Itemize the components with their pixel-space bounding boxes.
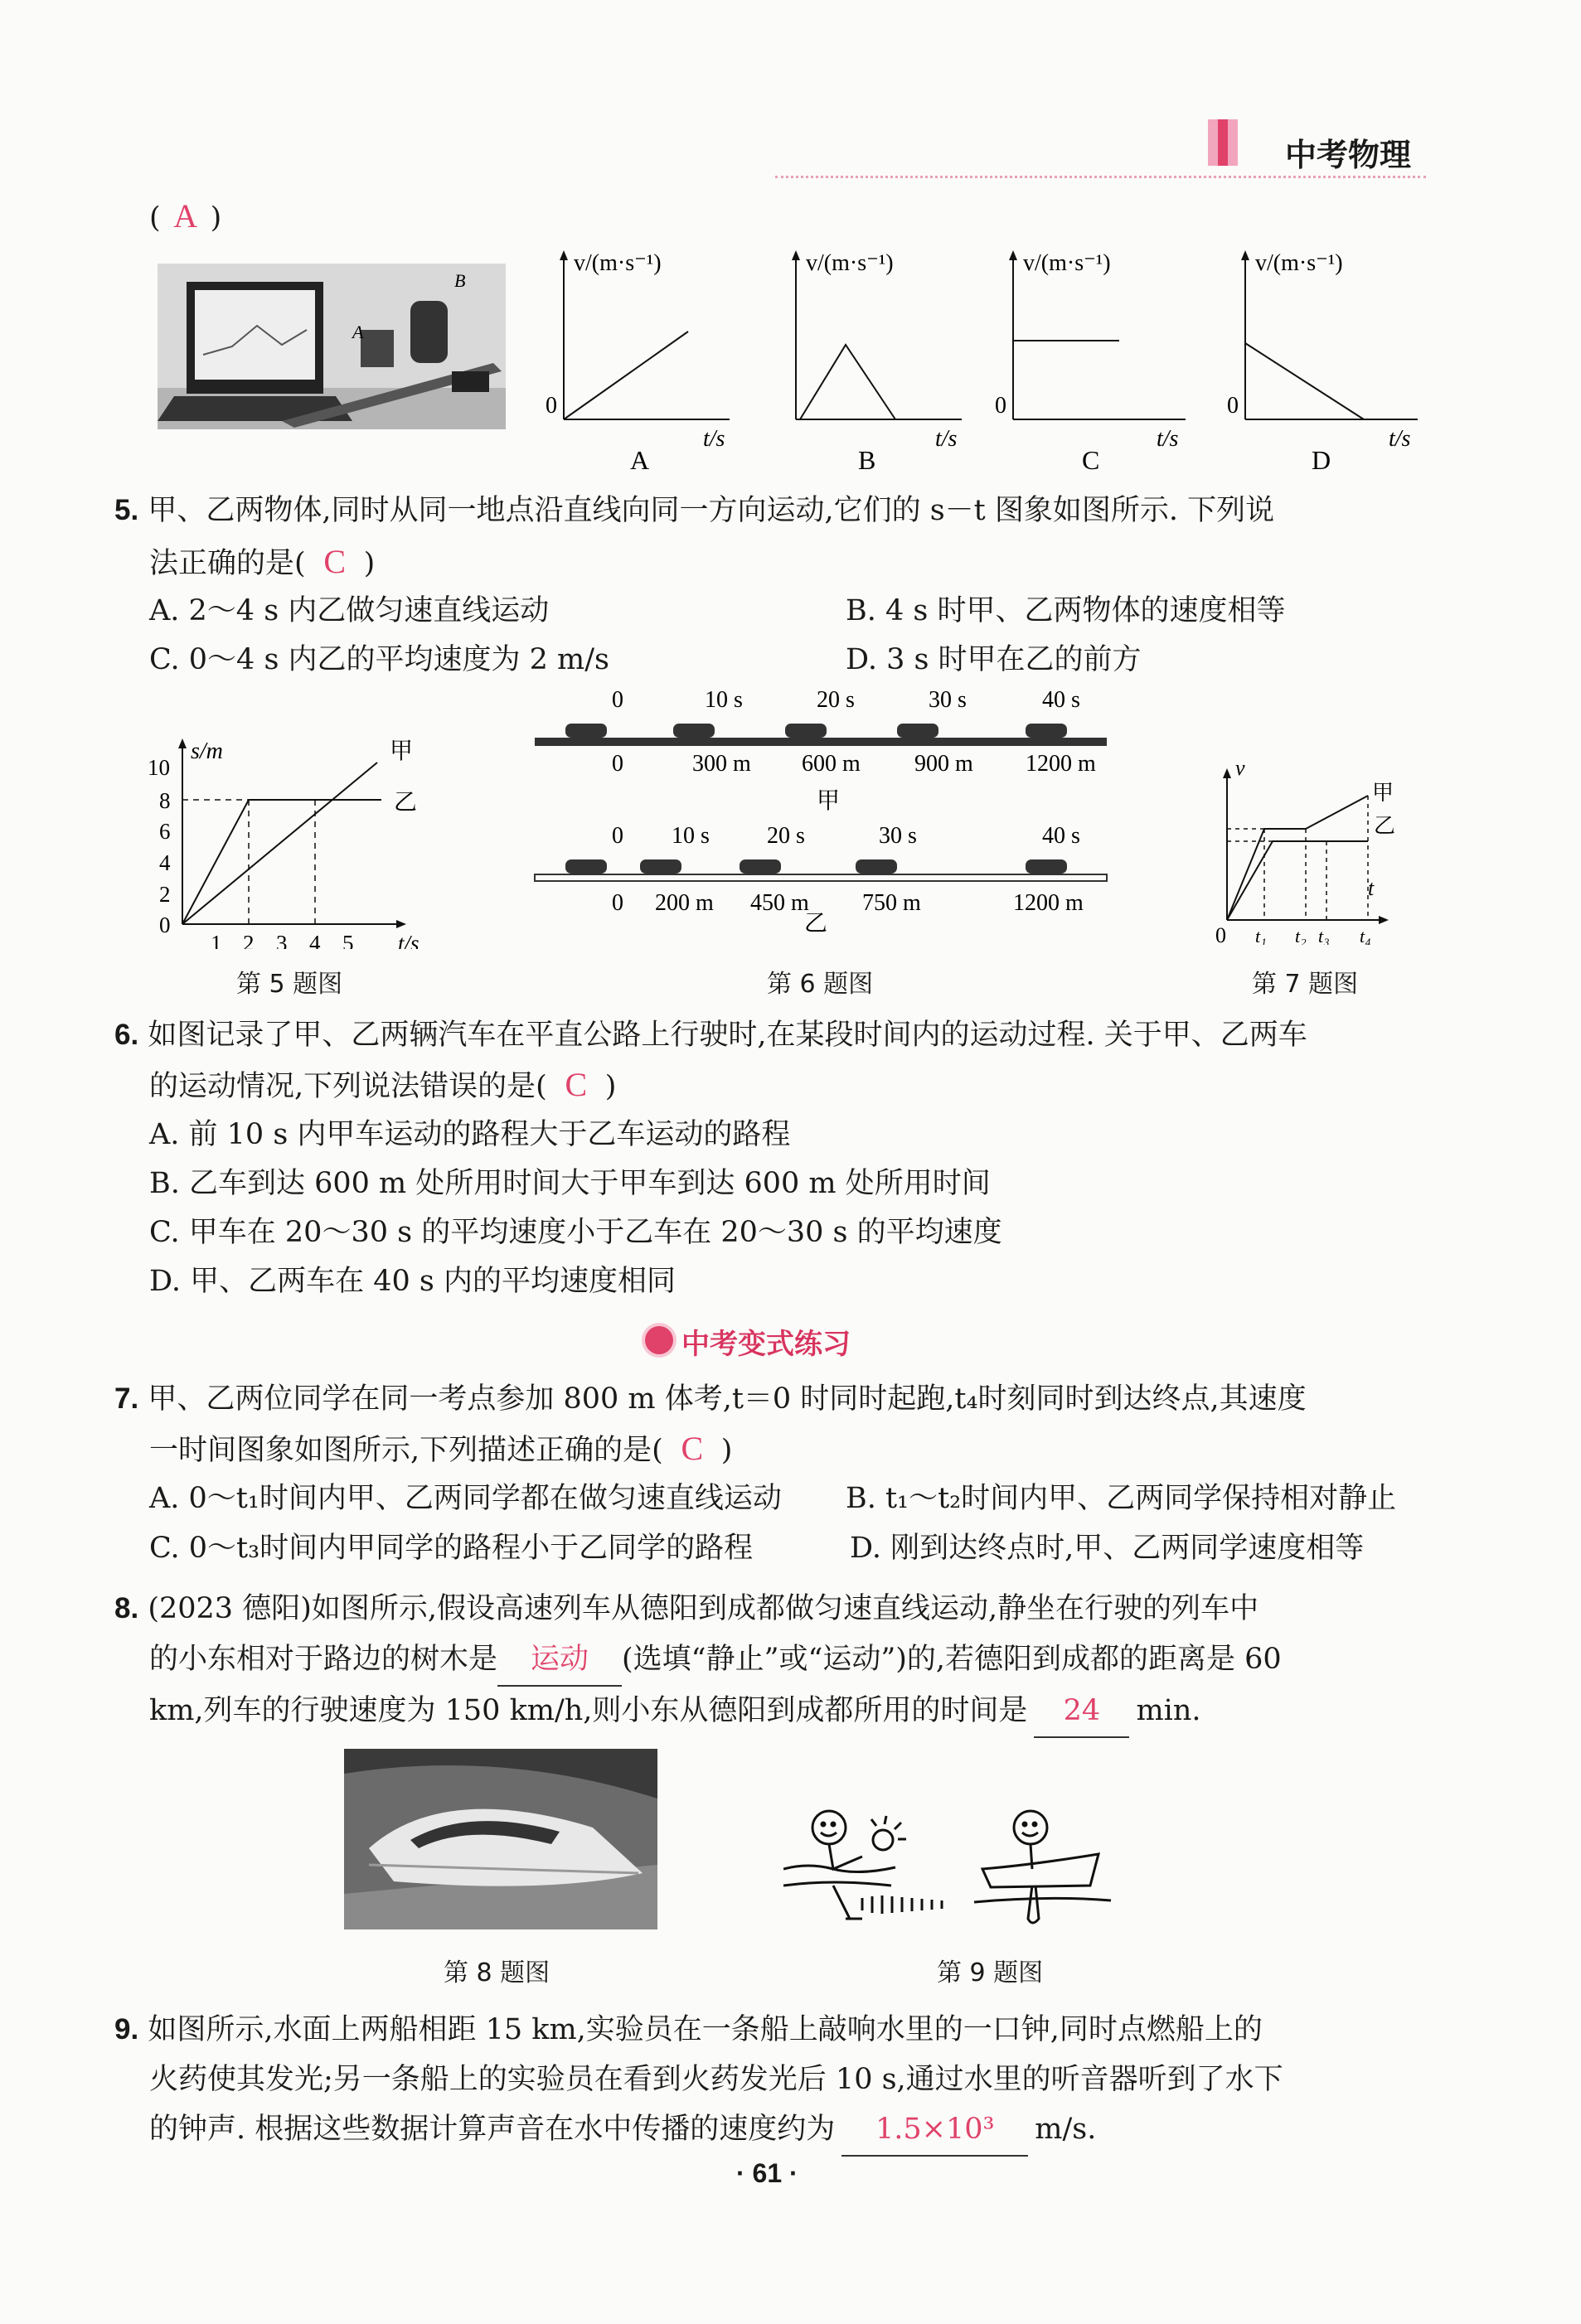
fig5-caption: 第 5 题图 (236, 970, 343, 999)
svg-text:30 s: 30 s (929, 687, 967, 713)
axis-label-t: t/s (703, 426, 725, 452)
fig9-caption: 第 9 题图 (937, 1958, 1044, 1988)
boats-sound-diagram (783, 1803, 1115, 1943)
svg-text:10: 10 (148, 755, 170, 780)
q8-line2: 的小东相对于路边的树木是 运动 (选填“静止”或“运动”)的,若德阳到成都的距离是 60 (149, 1634, 1282, 1687)
q5-option-a: A. 2～4 s 内乙做匀速直线运动 (149, 594, 550, 627)
q6-option-b: B. 乙车到达 600 m 处所用时间大于甲车到达 600 m 处所用时间 (149, 1167, 991, 1200)
svg-text:B: B (858, 445, 876, 471)
svg-text:D: D (1312, 445, 1331, 471)
svg-text:20 s: 20 s (767, 823, 805, 849)
svg-text:8: 8 (159, 788, 171, 813)
svg-text:甲: 甲 (390, 738, 414, 764)
page-number: · 61 · (736, 2158, 798, 2188)
q4-graph-b (763, 247, 970, 474)
svg-text:0: 0 (612, 890, 623, 916)
q4-graph-c (987, 247, 1194, 474)
fig6-caption: 第 6 题图 (767, 970, 874, 999)
q9-line1: 9. 如图所示,水面上两船相距 15 km,实验员在一条船上敲响水里的一口钟,同时点燃船上的 (114, 2013, 1263, 2046)
q4-answer-line: ( A ) (149, 191, 221, 244)
svg-text:5: 5 (342, 931, 354, 949)
q6-option-d: D. 甲、乙两车在 40 s 内的平均速度相同 (149, 1265, 676, 1298)
svg-text:0: 0 (612, 823, 623, 849)
svg-text:300 m: 300 m (692, 751, 751, 777)
q5-option-b: B. 4 s 时甲、乙两物体的速度相等 (846, 594, 1286, 627)
svg-text:2: 2 (243, 931, 255, 949)
svg-text:t/s: t/s (398, 931, 419, 949)
q9-line3: 的钟声. 根据这些数据计算声音在水中传播的速度约为 1.5×10³ m/s. (149, 2104, 1096, 2157)
axis-label-v: v/(m·s⁻¹) (574, 250, 662, 276)
q4-answer: A (173, 197, 198, 235)
q6-option-c: C. 甲车在 20～30 s 的平均速度小于乙车在 20～30 s 的平均速度 (149, 1216, 1002, 1249)
fig6-car-diagram (531, 684, 1119, 936)
q5-option-d: D. 3 s 时甲在乙的前方 (846, 643, 1142, 676)
svg-text:10 s: 10 s (672, 823, 710, 849)
section-title: 中考变式练习 (681, 1328, 851, 1361)
q8-line1: 8. (2023 德阳)如图所示,假设高速列车从德阳到成都做匀速直线运动,静坐在行驶的列车中 (114, 1592, 1259, 1625)
q6-line1: 6. 如图记录了甲、乙两辆汽车在平直公路上行驶时,在某段时间内的运动过程. 关于甲、乙两车 (114, 1019, 1307, 1052)
svg-text:900 m: 900 m (914, 751, 973, 777)
q7-option-b: B. t₁～t₂时间内甲、乙两同学保持相对静止 (846, 1482, 1397, 1515)
svg-text:200 m: 200 m (655, 890, 714, 916)
q6-option-a: A. 前 10 s 内甲车运动的路程大于乙车运动的路程 (149, 1118, 791, 1151)
svg-text:t/s: t/s (935, 426, 958, 452)
svg-text:乙: 乙 (1374, 814, 1396, 838)
fig7-caption: 第 7 题图 (1252, 970, 1359, 999)
train-photo (344, 1749, 657, 1929)
q5-line2: 法正确的是( C ) (149, 536, 375, 589)
q6-answer: C (565, 1066, 588, 1103)
svg-text:10 s: 10 s (705, 687, 743, 713)
svg-text:450 m: 450 m (750, 890, 809, 916)
svg-text:t₄: t₄ (1360, 926, 1371, 945)
svg-text:v/(m·s⁻¹): v/(m·s⁻¹) (1023, 250, 1111, 276)
svg-text:甲: 甲 (1372, 781, 1394, 805)
q5-answer: C (323, 543, 346, 580)
svg-text:2: 2 (159, 882, 171, 907)
svg-text:0: 0 (159, 913, 171, 937)
svg-text:0: 0 (612, 687, 623, 713)
svg-text:1: 1 (211, 931, 222, 949)
book-icon (1206, 116, 1239, 169)
svg-text:3: 3 (276, 931, 288, 949)
svg-text:20 s: 20 s (817, 687, 855, 713)
svg-text:4: 4 (309, 931, 321, 949)
svg-text:t₂: t₂ (1295, 926, 1307, 945)
svg-text:s/m: s/m (191, 738, 223, 764)
svg-text:甲: 甲 (817, 788, 841, 814)
motion-sensor-photo (158, 264, 506, 429)
q7-option-a: A. 0～t₁时间内甲、乙两同学都在做匀速直线运动 (149, 1482, 782, 1515)
device-label-a: A (352, 322, 364, 342)
q9-blank: 1.5×10³ (841, 2104, 1028, 2157)
fig7-v-t-graph (1202, 758, 1418, 948)
q4-graph-d (1219, 247, 1426, 474)
svg-text:40 s: 40 s (1042, 687, 1080, 713)
svg-text:乙: 乙 (804, 911, 828, 932)
q7-option-c: C. 0～t₃时间内甲同学的路程小于乙同学的路程 (149, 1532, 754, 1565)
q5-option-c: C. 0～4 s 内乙的平均速度为 2 m/s (149, 643, 609, 676)
q6-line2: 的运动情况,下列说法错误的是( C ) (149, 1059, 616, 1112)
svg-text:t/s: t/s (1389, 426, 1411, 452)
svg-text:6: 6 (159, 819, 171, 844)
svg-text:t/s: t/s (1157, 426, 1179, 452)
q8-line3: km,列车的行驶速度为 150 km/h,则小东从德阳到成都所用的时间是 24 min. (149, 1685, 1201, 1738)
q8-blank-1: 运动 (497, 1634, 622, 1687)
svg-text:v/(m·s⁻¹): v/(m·s⁻¹) (806, 250, 894, 276)
svg-text:30 s: 30 s (879, 823, 917, 849)
svg-text:0: 0 (612, 751, 623, 777)
svg-text:C: C (1082, 445, 1100, 471)
svg-text:乙: 乙 (394, 790, 418, 816)
svg-text:v: v (1235, 758, 1245, 780)
svg-text:0: 0 (995, 393, 1006, 419)
q4-graph-a (531, 247, 738, 474)
svg-text:1200 m: 1200 m (1026, 751, 1096, 777)
svg-text:1200 m: 1200 m (1013, 890, 1084, 916)
svg-text:0: 0 (1227, 393, 1239, 419)
q7-line2: 一时间图象如图所示,下列描述正确的是( C ) (149, 1423, 732, 1476)
q8-blank-2: 24 (1034, 1685, 1129, 1738)
fig8-caption: 第 8 题图 (444, 1958, 550, 1988)
svg-text:4: 4 (159, 850, 171, 875)
svg-text:750 m: 750 m (862, 890, 921, 916)
svg-text:t₁: t₁ (1255, 926, 1267, 945)
section-bullet-icon (645, 1326, 673, 1354)
header-title: 中考物理 (1285, 137, 1412, 173)
svg-text:600 m: 600 m (802, 751, 861, 777)
svg-text:v/(m·s⁻¹): v/(m·s⁻¹) (1255, 250, 1343, 276)
q7-line1: 7. 甲、乙两位同学在同一考点参加 800 m 体考,t＝0 时同时起跑,t₄时刻同时到达终点,其速度 (114, 1382, 1307, 1416)
header-rule (775, 176, 1426, 178)
q5-line1: 5. 甲、乙两物体,同时从同一地点沿直线向同一方向运动,它们的 s－t 图象如图所示. 下列说 (114, 494, 1275, 527)
q7-option-d: D. 刚到达终点时,甲、乙两同学速度相等 (850, 1532, 1365, 1565)
device-label-b: B (454, 270, 466, 291)
option-label: A (630, 445, 650, 471)
svg-text:0: 0 (1215, 923, 1226, 945)
svg-text:t: t (1368, 876, 1375, 900)
q9-line2: 火药使其发光;另一条船上的实验员在看到火药发光后 10 s,通过水里的听音器听到了水下 (149, 2063, 1283, 2096)
q7-answer: C (681, 1430, 704, 1467)
svg-text:40 s: 40 s (1042, 823, 1080, 849)
svg-text:0: 0 (546, 393, 557, 419)
fig5-s-t-graph (124, 734, 473, 952)
svg-text:t₃: t₃ (1318, 926, 1330, 945)
